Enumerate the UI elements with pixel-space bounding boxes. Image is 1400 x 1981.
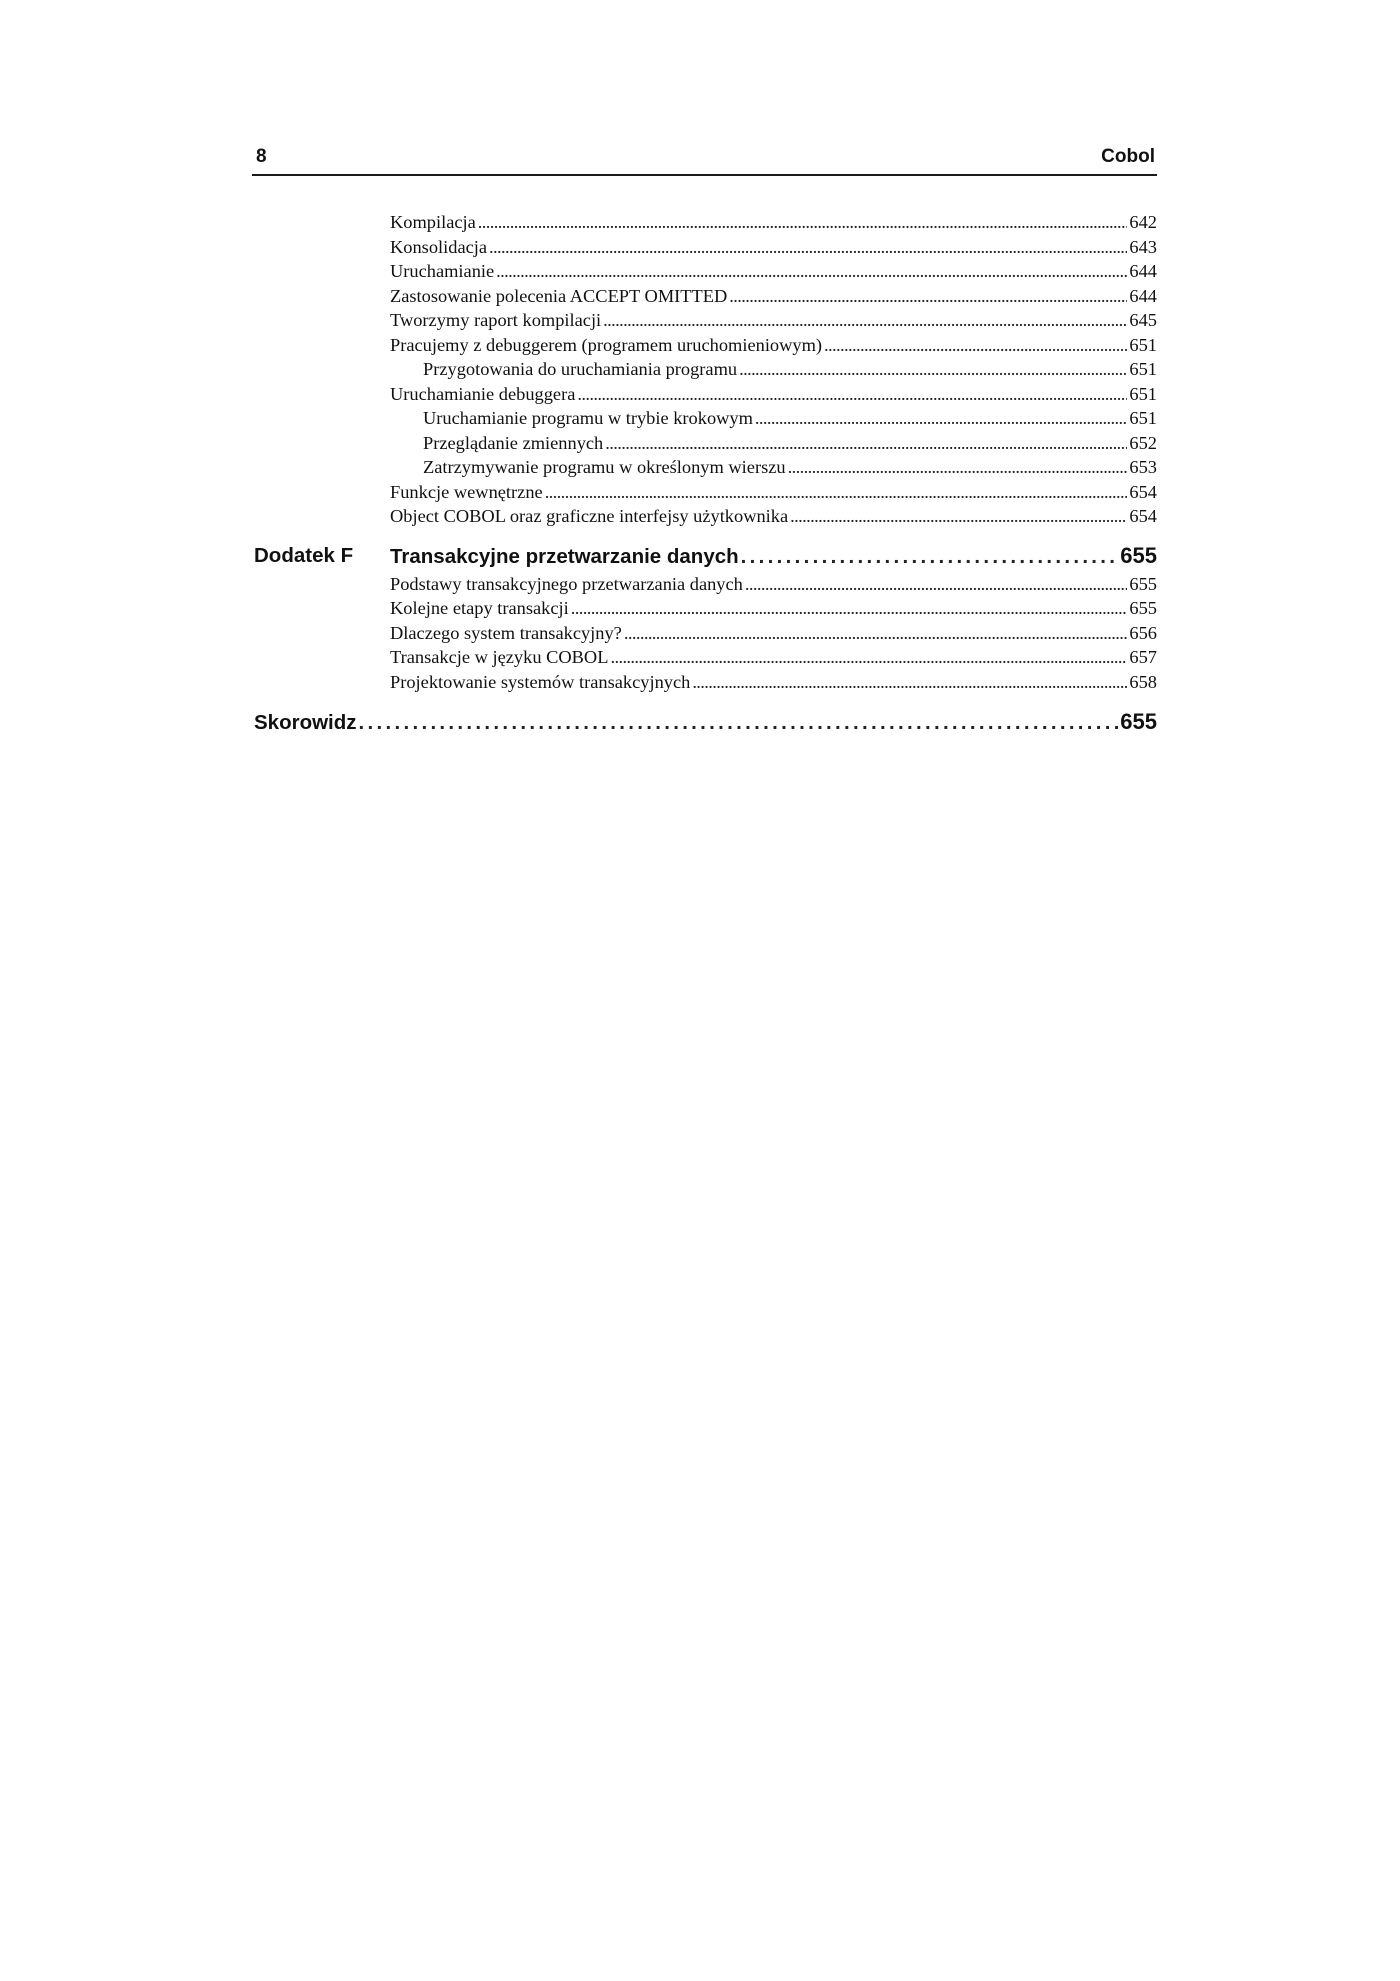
toc-entry[interactable]	[252, 572, 1157, 597]
dot-leader	[741, 541, 1119, 573]
toc-entry[interactable]	[252, 621, 1157, 646]
toc-entry-page-number: 644	[1129, 285, 1157, 306]
table-of-contents	[252, 210, 1157, 738]
dot-leader	[692, 670, 1127, 695]
toc-section-entries	[252, 210, 1157, 529]
toc-entry[interactable]	[252, 333, 1157, 358]
toc-entry-title: Pracujemy z debuggerem (programem uruchomieniowym)	[390, 334, 823, 355]
dot-leader	[824, 333, 1127, 358]
toc-entry[interactable]	[252, 455, 1157, 480]
dot-leader	[496, 259, 1127, 284]
toc-chapter-f-entries	[252, 572, 1157, 695]
toc-entry-title: Zatrzymywanie programu w określonym wierszu	[423, 457, 786, 477]
toc-entry[interactable]	[252, 259, 1157, 284]
toc-entry-title: Uruchamianie	[390, 261, 495, 281]
toc-entry-title: Konsolidacja	[390, 236, 488, 257]
toc-index-entry[interactable]	[252, 706, 1157, 738]
dot-leader	[545, 480, 1128, 505]
toc-entry-title: Przeglądanie zmiennych	[423, 432, 604, 453]
toc-entry[interactable]	[252, 308, 1157, 333]
running-header	[252, 144, 1157, 176]
toc-entry-title: Transakcje w języku COBOL	[390, 647, 609, 667]
toc-entry[interactable]	[252, 596, 1157, 621]
index-page-number: 655	[1120, 709, 1157, 734]
toc-entry-page-number: 657	[1129, 647, 1157, 667]
toc-entry-page-number: 658	[1129, 671, 1157, 692]
toc-entry-title: Funkcje wewnętrzne	[390, 481, 543, 502]
toc-entry-page-number: 655	[1129, 573, 1157, 594]
toc-entry-title: Object COBOL oraz graficzne interfejsy użytkownika	[390, 506, 789, 526]
toc-entry-title: Kolejne etapy transakcji	[390, 598, 569, 618]
toc-entry[interactable]	[252, 504, 1157, 529]
toc-entry[interactable]	[252, 210, 1157, 235]
toc-entry-title: Uruchamianie debuggera	[390, 383, 576, 404]
toc-entry[interactable]	[252, 382, 1157, 407]
toc-entry-page-number: 653	[1129, 457, 1157, 477]
dot-leader	[745, 572, 1128, 597]
toc-entry-title: Dlaczego system transakcyjny?	[390, 622, 622, 643]
toc-entry-page-number: 643	[1129, 236, 1157, 257]
dot-leader	[359, 707, 1119, 739]
dot-leader	[489, 235, 1127, 260]
book-title: Cobol	[1101, 146, 1155, 167]
toc-entry-page-number: 644	[1129, 261, 1157, 281]
dot-leader	[478, 210, 1128, 235]
toc-entry-page-number: 655	[1129, 598, 1157, 618]
dot-leader	[788, 455, 1128, 480]
dot-leader	[755, 406, 1127, 431]
chapter-page-number: 655	[1120, 542, 1157, 568]
dot-leader	[739, 357, 1127, 382]
dot-leader	[603, 308, 1127, 333]
toc-entry-title: Podstawy transakcyjnego przetwarzania danych	[390, 573, 743, 594]
dot-leader	[729, 284, 1127, 309]
toc-entry[interactable]	[252, 645, 1157, 670]
toc-entry[interactable]	[252, 431, 1157, 456]
toc-entry-page-number: 642	[1129, 212, 1157, 232]
toc-entry-page-number: 652	[1129, 432, 1157, 453]
toc-entry-title: Przygotowania do uruchamiania programu	[423, 359, 738, 379]
toc-entry[interactable]	[252, 406, 1157, 431]
dot-leader	[605, 431, 1127, 456]
dot-leader	[577, 382, 1127, 407]
page-number: 8	[256, 146, 267, 167]
toc-entry-page-number: 645	[1129, 310, 1157, 330]
chapter-title: Transakcyjne przetwarzanie danych	[390, 544, 739, 568]
toc-entry-page-number: 654	[1129, 481, 1157, 502]
toc-entry-title: Projektowanie systemów transakcyjnych	[390, 671, 691, 692]
toc-entry[interactable]	[252, 670, 1157, 695]
index-title: Skorowidz	[254, 711, 357, 734]
toc-entry-title: Zastosowanie polecenia ACCEPT OMITTED	[390, 285, 728, 306]
toc-entry-title: Kompilacja	[390, 212, 476, 232]
dot-leader	[571, 596, 1128, 621]
toc-entry-title: Tworzymy raport kompilacji	[390, 310, 602, 330]
dot-leader	[624, 621, 1128, 646]
toc-entry[interactable]	[252, 480, 1157, 505]
toc-chapter-dodatek-f[interactable]	[252, 540, 1157, 572]
toc-entry-page-number: 654	[1129, 506, 1157, 526]
toc-entry-page-number: 651	[1129, 408, 1157, 428]
toc-entry[interactable]	[252, 284, 1157, 309]
toc-entry-title: Uruchamianie programu w trybie krokowym	[423, 408, 753, 428]
toc-entry-page-number: 651	[1129, 383, 1157, 404]
toc-entry[interactable]	[252, 357, 1157, 382]
toc-entry-page-number: 656	[1129, 622, 1157, 643]
dot-leader	[790, 504, 1127, 529]
toc-entry-page-number: 651	[1129, 334, 1157, 355]
chapter-label: Dodatek F	[254, 543, 354, 567]
toc-entry-page-number: 651	[1129, 359, 1157, 379]
toc-entry[interactable]	[252, 235, 1157, 260]
dot-leader	[610, 645, 1127, 670]
